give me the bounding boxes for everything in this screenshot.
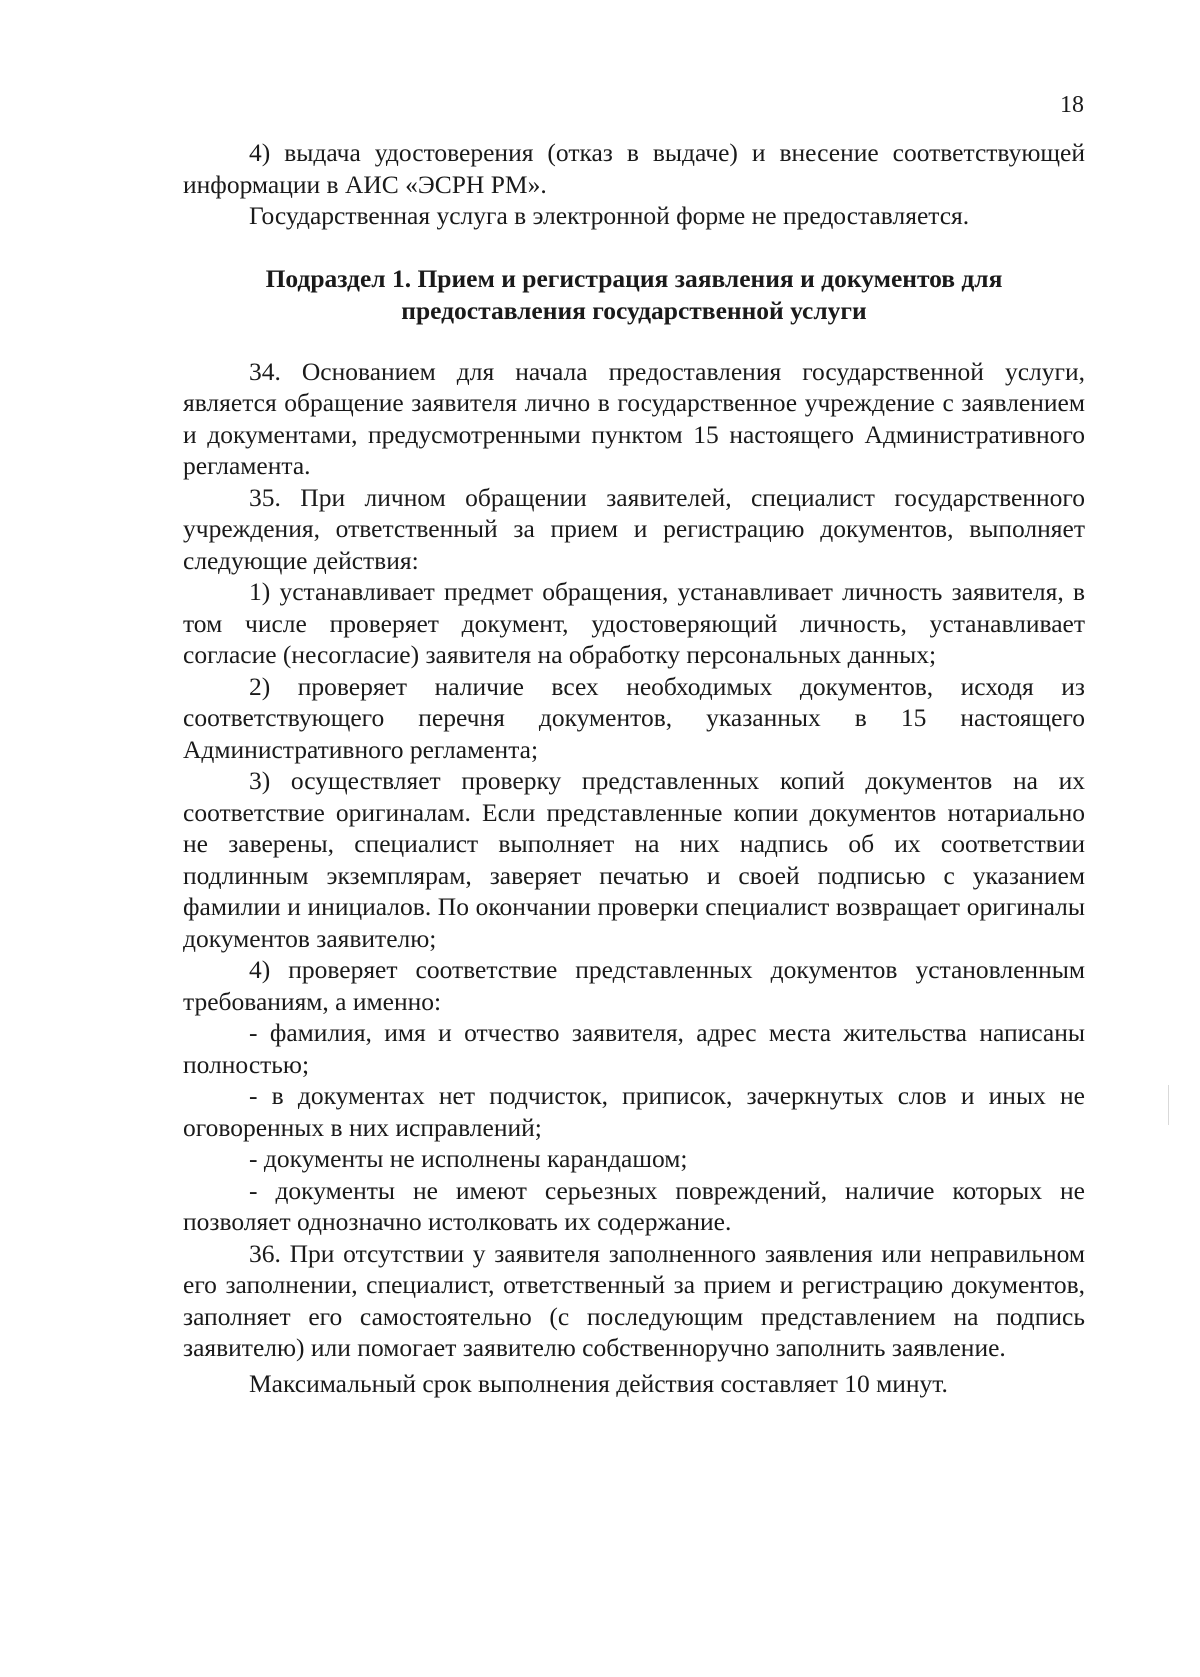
paragraph: Государственная услуга в электронной форме не предоставляется. [249,201,970,230]
document-body [183,137,1085,1399]
scan-artifact [1168,1085,1169,1125]
requirement-item: - фамилия, имя и отчество заявителя, адрес места жительства написаны полностью; [183,1018,1085,1079]
page-number: 18 [1060,92,1084,118]
list-item-3: 3) осуществляет проверку представленных копий документов на их соответствие оригиналам. Если представленные копии документов нотариально не заверены, специалист выполняет на них надпись об их соответствии подлинным экземплярам, заверяет печатью и своей подписью с указанием фамилии и инициалов. По окончании проверки специалист возвращает оригиналы документов заявителю; [183,766,1085,953]
requirement-item: - документы не исполнены карандашом; [249,1144,688,1173]
list-item-2: 2) проверяет наличие всех необходимых документов, исходя из соответствующего перечня документов, указанных в 15 настоящего Административного регламента; [183,671,1085,764]
paragraph-34: 34. Основанием для начала предоставления государственной услуги, является обращение заявителя лично в государственное учреждение с заявлением и документами, предусмотренными пунктом 15 настоящего Административного регламента. [183,356,1085,480]
paragraph-35: 35. При личном обращении заявителей, специалист государственного учреждения, ответственный за прием и регистрацию документов, выполняет следующие действия: [183,482,1085,575]
list-item-4: 4) проверяет соответствие представленных документов установленным требованиям, а именно: [183,955,1085,1016]
requirement-item: - документы не имеют серьезных повреждений, наличие которых не позволяет однозначно истолковать их содержание. [183,1175,1085,1236]
requirement-item: - в документах нет подчисток, приписок, зачеркнутых слов и иных не оговоренных в них исправлений; [183,1081,1085,1142]
list-item-1: 1) устанавливает предмет обращения, устанавливает личность заявителя, в том числе проверяет документ, удостоверяющий личность, устанавливает согласие (несогласие) заявителя на обработку персональных данных; [183,577,1085,669]
paragraph: 4) выдача удостоверения (отказ в выдаче) и внесение соответствующей информации в АИС «ЭСРН РМ». [183,138,1085,199]
final-paragraph: Максимальный срок выполнения действия составляет 10 минут. [249,1368,948,1398]
paragraph-36: 36. При отсутствии у заявителя заполненного заявления или неправильном его заполнении, специалист, ответственный за прием и регистрацию документов, заполняет его самостоятельно (с последующим представлением на подпись заявителю) или помогает заявителю собственноручно заполнить заявление. [183,1238,1085,1362]
subsection-title: Подраздел 1. Прием и регистрация заявления и документов для предоставления государственной услуги [265,263,1003,325]
